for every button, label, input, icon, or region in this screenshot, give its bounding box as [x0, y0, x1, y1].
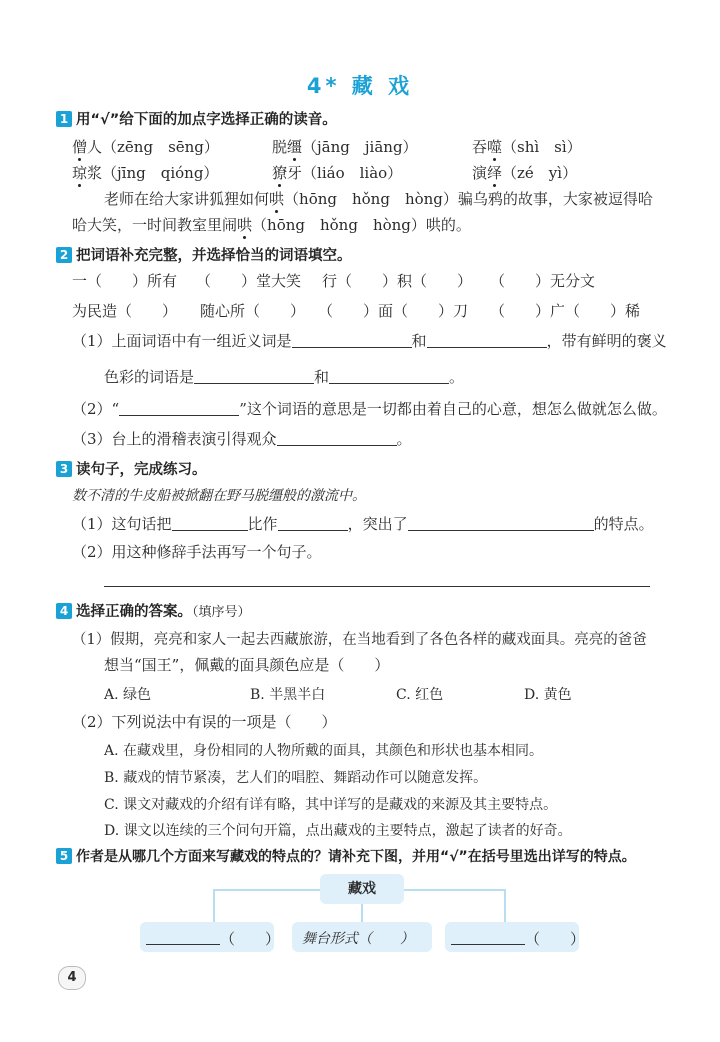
- diagram-left-blank[interactable]: [146, 929, 220, 945]
- answer-blank[interactable]: [408, 516, 594, 531]
- q4-sub-1-line-2: 想当“国王”，佩戴的面具颜色应是（ ）: [104, 656, 390, 674]
- dotted-char: 獠: [272, 164, 288, 182]
- dotted-char: 噬: [487, 138, 503, 156]
- diagram-right-box: [445, 922, 586, 952]
- diagram-connector-right: [504, 889, 506, 925]
- idiom-1-2: （ ）堂大笑: [196, 272, 302, 290]
- idiom-1-3: 行（ ）积（ ）: [322, 272, 473, 290]
- dotted-char: 绎: [487, 164, 503, 182]
- q2-sub-3: [72, 428, 412, 449]
- q4-sub-2: （2）下列说法中有误的一项是（ ）: [72, 713, 337, 731]
- question-1-title: 用“√”给下面的加点字选择正确的读音。: [76, 112, 337, 128]
- dotted-char: 缰: [287, 138, 303, 156]
- text: 的特点。: [593, 515, 654, 533]
- word-start: 吞: [472, 138, 488, 156]
- text: 色彩的词语是: [104, 368, 195, 386]
- question-5-heading: [56, 846, 636, 866]
- q2-sub-1-line-1: [72, 330, 667, 351]
- answer-blank[interactable]: [119, 401, 239, 416]
- answer-blank[interactable]: [194, 369, 314, 384]
- diagram-left-paren[interactable]: （ ）: [220, 930, 281, 948]
- question-1-heading: [56, 108, 337, 129]
- pinyin-options: （liáo liào）: [302, 164, 403, 182]
- idiom-1-4: （ ）无分文: [490, 272, 596, 290]
- diagram-middle-box: [292, 922, 432, 952]
- q4-option-c[interactable]: C. 红色: [396, 687, 444, 703]
- question-4-number: 4: [56, 603, 72, 619]
- text: （hōng hǒng hòng）骗乌鸦的故事，大家被逗得哈: [284, 190, 653, 208]
- q3-sub-1: [72, 513, 654, 534]
- text: ”这个词语的意思是一切都由着自己的心意，想怎么做就怎么做。: [239, 400, 667, 418]
- diagram-left-box: [140, 922, 281, 952]
- q2-sub-2: [72, 398, 667, 419]
- q4-option-b[interactable]: B. 半黑半白: [250, 687, 326, 703]
- answer-blank[interactable]: [277, 431, 397, 446]
- word-rest: 牙: [287, 164, 303, 182]
- pinyin-options: （jāng jiāng）: [302, 138, 418, 156]
- q1-item-1: [72, 136, 219, 157]
- question-4-heading: [56, 600, 251, 621]
- question-4-title: 选择正确的答案。: [76, 604, 192, 620]
- text: （1）上面词语中有一组近义词是: [72, 332, 292, 350]
- q4-sub-2-option-a[interactable]: A. 在藏戏里，身份相同的人物所戴的面具，其颜色和形状也基本相同。: [104, 743, 544, 759]
- dotted-char: 琼: [72, 164, 88, 182]
- answer-blank[interactable]: [427, 333, 547, 348]
- text: （2）“: [72, 400, 120, 418]
- text: （1）这句话把: [72, 515, 172, 533]
- q1-paragraph-line-1: [104, 188, 653, 209]
- answer-blank[interactable]: [329, 369, 449, 384]
- answer-blank[interactable]: [172, 516, 248, 531]
- pinyin-options: （zēng sēng）: [102, 138, 219, 156]
- q1-item-4: [72, 162, 218, 183]
- answer-blank[interactable]: [278, 516, 348, 531]
- diagram-connector-left: [213, 889, 215, 925]
- word-start: 演: [472, 164, 488, 182]
- q4-option-d[interactable]: D. 黄色: [524, 687, 572, 703]
- q3-sentence: 数不清的牛皮船被掀翻在野马脱缰般的激流中。: [72, 488, 366, 504]
- page-title: 4* 藏 戏: [306, 74, 414, 98]
- pinyin-options: （shì sì）: [502, 138, 582, 156]
- pinyin-options: （zé yì）: [502, 164, 578, 182]
- word-rest: 浆: [87, 164, 103, 182]
- text: （hōng hǒng hòng）哄的。: [252, 216, 471, 234]
- q1-item-2: [272, 136, 418, 157]
- question-2-title: 把词语补充完整，并选择恰当的词语填空。: [76, 248, 352, 264]
- text: ，突出了: [347, 515, 408, 533]
- q4-sub-2-option-c[interactable]: C. 课文对藏戏的介绍有详有略，其中详写的是藏戏的来源及其主要特点。: [104, 797, 558, 813]
- q1-item-6: [472, 162, 577, 183]
- diagram-middle-label[interactable]: 舞台形式（ ）: [302, 931, 414, 947]
- word-start: 脱: [272, 138, 288, 156]
- question-2-heading: [56, 244, 352, 265]
- text: 。: [449, 368, 465, 386]
- dotted-char: 哄: [237, 216, 253, 234]
- question-3-number: 3: [56, 461, 72, 477]
- question-1-number: 1: [56, 111, 72, 127]
- q1-paragraph-line-2: [72, 214, 471, 235]
- q2-sub-1-line-2: [104, 366, 464, 387]
- diagram-right-paren[interactable]: （ ）: [525, 930, 586, 948]
- text: 和: [411, 332, 427, 350]
- text: 老师在给大家讲狐狸如何: [104, 190, 270, 208]
- diagram-right-blank[interactable]: [451, 929, 525, 945]
- dotted-char: 哄: [269, 190, 285, 208]
- question-2-number: 2: [56, 247, 72, 263]
- idiom-1-1: 一（ ）所有: [72, 272, 178, 290]
- question-4-note: （填序号）: [192, 605, 251, 620]
- q3-sub-2: （2）用这种修辞手法再写一个句子。: [72, 543, 322, 561]
- q4-sub-1-line-1: （1）假期，亮亮和家人一起去西藏旅游，在当地看到了各色各样的藏戏面具。亮亮的爸爸: [72, 632, 647, 648]
- q1-item-5: [272, 162, 402, 183]
- idiom-2-4: （ ）广（ ）稀: [490, 302, 641, 320]
- q4-sub-2-option-b[interactable]: B. 藏戏的情节紧凑，艺人们的唱腔、舞蹈动作可以随意发挥。: [104, 770, 488, 786]
- text: 哈大笑，一时间教室里闹: [72, 216, 238, 234]
- diagram-center-box: [320, 874, 404, 904]
- question-5-number: 5: [56, 848, 72, 864]
- dotted-char: 僧: [72, 138, 88, 156]
- text: 和: [314, 368, 330, 386]
- q1-item-3: [472, 136, 582, 157]
- idiom-2-2: 随心所（ ）: [200, 302, 306, 320]
- text: 比作: [247, 515, 278, 533]
- idiom-2-1: 为民造（ ）: [72, 302, 178, 320]
- question-3-title: 读句子，完成练习。: [76, 462, 207, 478]
- word-rest: 人: [87, 138, 103, 156]
- q4-sub-2-option-d[interactable]: D. 课文以连续的三个问句开篇，点出藏戏的主要特点，激起了读者的好奇。: [104, 823, 572, 839]
- q4-option-a[interactable]: A. 绿色: [104, 687, 152, 703]
- page-number: 4: [58, 966, 86, 990]
- idiom-2-3: （ ）面（ ）刀: [318, 302, 469, 320]
- diagram-center-label: 藏戏: [348, 881, 376, 897]
- pinyin-options: （jīng qióng）: [102, 164, 219, 182]
- text: （3）台上的滑稽表演引得观众: [72, 430, 277, 448]
- text: ，带有鲜明的褒义: [546, 332, 667, 350]
- q3-answer-line[interactable]: [104, 586, 650, 587]
- question-5-title: 作者是从哪几个方面来写藏戏的特点的？请补充下图，并用“√”在括号里选出详写的特点。: [76, 849, 636, 865]
- question-3-heading: [56, 458, 207, 479]
- answer-blank[interactable]: [292, 333, 412, 348]
- text: 。: [396, 430, 412, 448]
